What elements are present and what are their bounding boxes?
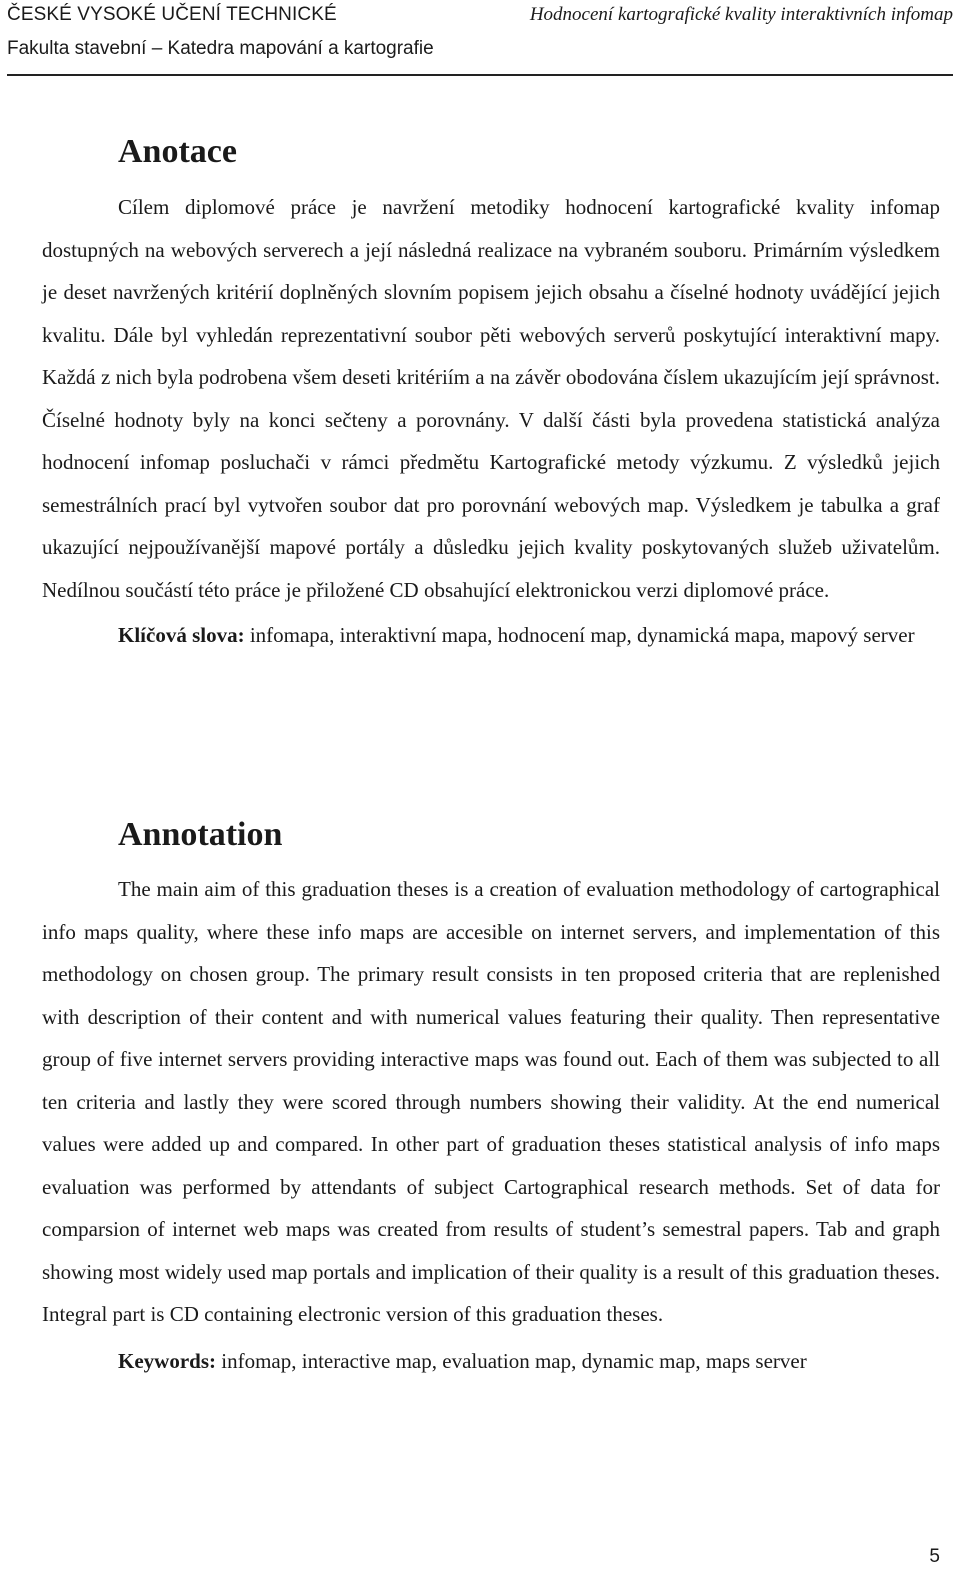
annotation-keywords-label: Keywords: — [118, 1348, 216, 1373]
anotace-keywords-text: infomapa, interaktivní mapa, hodnocení map, dynamická mapa, mapový server — [249, 623, 915, 647]
annotation-keywords — [42, 1346, 940, 1377]
anotace-keywords-label: Klíčová slova: — [118, 623, 245, 647]
annotation-heading: Annotation — [118, 816, 283, 853]
anotace-body: Cílem diplomové práce je navržení metodiky hodnocení kartografické kvality infomap dostupných na webových serverech a její následná realizace na vybraném souboru. Primárním výsledkem je deset navržených kritérií doplněných slovním popisem jejich obsahu a číselné hodnoty uvádějící jejich kvalitu. Dále byl vyhledán reprezentativní soubor pěti webových serverů poskytující interaktivní mapy. Každá z nich byla podrobena všem deseti kritériím a na závěr obodována číslem ukazujícím její správnost. Číselné hodnoty byly na konci sečteny a porovnány. V další části byla provedena statistická analýza hodnocení infomap posluchači v rámci předmětu Kartografické metody výzkumu. Z výsledků jejich semestrálních prací byl vytvořen soubor dat pro porovnání webových map. Výsledkem je tabulka a graf ukazující nejpoužívanější mapové portály a důsledku jejich kvality poskytovaných služeb uživatelům. Nedílnou součástí této práce je přiložené CD obsahující elektronickou verzi diplomové práce. — [42, 195, 940, 602]
page-header — [7, 2, 953, 76]
university-name: ČESKÉ VYSOKÉ UČENÍ TECHNICKÉ — [7, 4, 337, 25]
anotace-heading: Anotace — [118, 133, 237, 170]
anotace-keywords — [42, 620, 940, 651]
running-title: Hodnocení kartografické kvality interaktivních infomap — [529, 4, 953, 25]
anotace-section — [42, 132, 940, 651]
annotation-keywords-text: infomap, interactive map, evaluation map, dynamic map, maps server — [221, 1348, 807, 1373]
page-number: 5 — [929, 1546, 940, 1567]
faculty-department: Fakulta stavební – Katedra mapování a kartografie — [7, 38, 434, 59]
annotation-section — [42, 815, 940, 1377]
annotation-body: The main aim of this graduation theses is a creation of evaluation methodology of cartographical info maps quality, where these info maps are accesible on internet servers, and implementation of this methodology on chosen group. The primary result consists in ten proposed criteria that are replenished with description of their content and with numerical values featuring their quality. Then representative group of five internet servers providing interactive maps was found out. Each of them was subjected to all ten criteria and lastly they were scored through numbers showing their validity. At the end numerical values were added up and compared. In other part of graduation theses statistical analysis of info maps evaluation was performed by attendants of subject Cartographical research methods. Set of data for comparsion of internet web maps was created from results of student’s semestral papers. Tab and graph showing most widely used map portals and implication of their quality is a result of this graduation theses. Integral part is CD containing electronic version of this graduation theses. — [42, 877, 940, 1326]
